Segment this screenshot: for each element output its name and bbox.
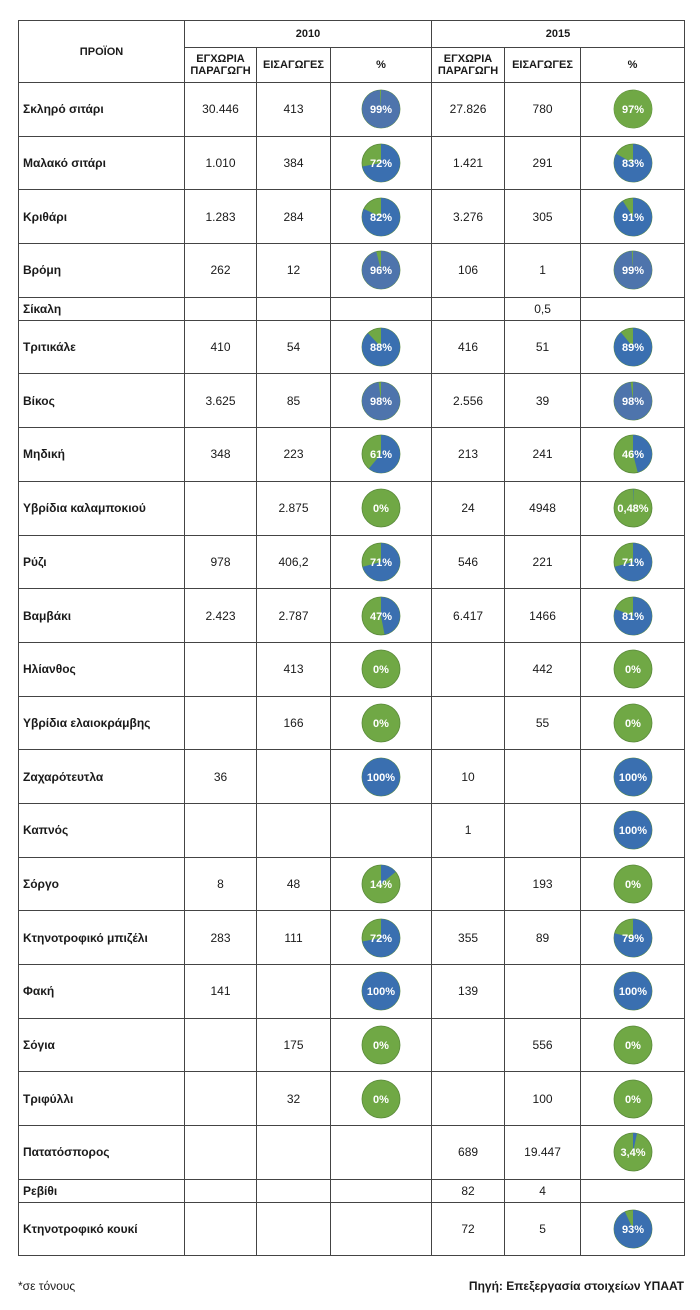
pie-label: 46%: [621, 449, 644, 462]
product-name: Υβρίδια καλαμποκιού: [19, 481, 185, 535]
domestic-2015: 546: [432, 535, 505, 589]
pie-2015-12: [612, 702, 654, 744]
imports-2010: 384: [257, 136, 331, 190]
imports-2010: 2.875: [257, 481, 331, 535]
percent-2015: [581, 1202, 685, 1256]
domestic-2015: 10: [432, 750, 505, 804]
table-row: [19, 965, 685, 1019]
product-name: Καπνός: [19, 803, 185, 857]
imports-2010: 223: [257, 428, 331, 482]
domestic-2015: 72: [432, 1202, 505, 1256]
table-row: [19, 320, 685, 374]
pie-2010-11: [360, 648, 402, 690]
percent-2010: [331, 1072, 432, 1126]
domestic-2015: [432, 1018, 505, 1072]
product-name: Βρόμη: [19, 244, 185, 298]
pie-label: 83%: [621, 158, 644, 171]
domestic-2010: [185, 1018, 257, 1072]
pie-2015-9: [612, 541, 654, 583]
product-name: Σίκαλη: [19, 297, 185, 320]
pie-2010-15: [360, 863, 402, 905]
domestic-2010: 3.625: [185, 374, 257, 428]
percent-2010: [331, 1179, 432, 1202]
pie-label: 47%: [370, 610, 393, 623]
product-name: Κτηνοτροφικό κουκί: [19, 1202, 185, 1256]
pie-2010-19: [360, 1078, 402, 1120]
product-header: ΠΡΟΪΟΝ: [19, 21, 185, 83]
pie-label: 0%: [373, 717, 389, 730]
domestic-2015: 139: [432, 965, 505, 1019]
domestic-2015: 106: [432, 244, 505, 298]
percent-2015: [581, 642, 685, 696]
domestic-2015: 1: [432, 803, 505, 857]
percent-2010: [331, 374, 432, 428]
percent-2015: [581, 535, 685, 589]
pie-2010-13: [360, 756, 402, 798]
domestic-2010: 30.446: [185, 83, 257, 137]
percent-2015: [581, 589, 685, 643]
percent-2010: [331, 1126, 432, 1180]
table-row: [19, 857, 685, 911]
pie-2015-14: [612, 809, 654, 851]
product-name: Ηλίανθος: [19, 642, 185, 696]
table-body: [19, 83, 685, 1256]
percent-2015: [581, 374, 685, 428]
pie-label: 14%: [370, 878, 393, 891]
imports-2015: 4: [505, 1179, 581, 1202]
domestic-2010: [185, 1072, 257, 1126]
domestic-2010: 978: [185, 535, 257, 589]
percent-2010: [331, 136, 432, 190]
imports-2015: 556: [505, 1018, 581, 1072]
percent-2015: [581, 696, 685, 750]
imports-2010: [257, 1179, 331, 1202]
product-name: Υβρίδια ελαιοκράμβης: [19, 696, 185, 750]
imports-2010: 175: [257, 1018, 331, 1072]
table-row: [19, 481, 685, 535]
domestic-2015: 355: [432, 911, 505, 965]
domestic-2010: 262: [185, 244, 257, 298]
table-row: [19, 428, 685, 482]
pie-label: 100%: [366, 771, 396, 784]
percent-2015: [581, 1126, 685, 1180]
pie-label: 89%: [621, 342, 644, 355]
domestic-2010: 348: [185, 428, 257, 482]
percent-2010: [331, 320, 432, 374]
pie-2015-19: [612, 1078, 654, 1120]
pie-2015-10: [612, 595, 654, 637]
pie-label: 99%: [370, 104, 393, 117]
pie-label: 91%: [621, 211, 644, 224]
imports-2015: 55: [505, 696, 581, 750]
table-row: [19, 803, 685, 857]
table-row: [19, 1202, 685, 1256]
pie-2010-6: [360, 380, 402, 422]
table-row: [19, 374, 685, 428]
pie-label: 3,4%: [620, 1147, 646, 1160]
pie-2015-17: [612, 970, 654, 1012]
pie-2015-6: [612, 380, 654, 422]
imports-2015: 51: [505, 320, 581, 374]
domestic-2010: [185, 1126, 257, 1180]
domestic-2010: [185, 481, 257, 535]
pie-label: 100%: [618, 771, 647, 784]
pie-2010-1: [360, 142, 402, 184]
imports-2015: 4948: [505, 481, 581, 535]
percent-2015: [581, 1179, 685, 1202]
percent-2010: [331, 750, 432, 804]
domestic-2010: [185, 696, 257, 750]
percent-2010: [331, 1202, 432, 1256]
table-row: [19, 911, 685, 965]
percent-2010: [331, 83, 432, 137]
percent-header-2015: %: [581, 48, 685, 83]
product-name: Βαμβάκι: [19, 589, 185, 643]
domestic-2010: [185, 642, 257, 696]
percent-2010: [331, 297, 432, 320]
domestic-2010: [185, 803, 257, 857]
imports-2010: 413: [257, 642, 331, 696]
table-row: [19, 642, 685, 696]
product-name: Τριτικάλε: [19, 320, 185, 374]
imports-2015: 0,5: [505, 297, 581, 320]
imports-2015: 780: [505, 83, 581, 137]
percent-2015: [581, 244, 685, 298]
imports-2010: [257, 1126, 331, 1180]
imports-2015: 305: [505, 190, 581, 244]
domestic-2015: 689: [432, 1126, 505, 1180]
pie-label: 98%: [621, 395, 644, 408]
imports-2015: 221: [505, 535, 581, 589]
imports-2015: 39: [505, 374, 581, 428]
table-row: [19, 589, 685, 643]
percent-2010: [331, 1018, 432, 1072]
imports-2015: 291: [505, 136, 581, 190]
pie-label: 0%: [624, 1040, 641, 1053]
imports-2015: 89: [505, 911, 581, 965]
production-imports-table: [18, 20, 685, 1256]
percent-2010: [331, 857, 432, 911]
domestic-2010: 283: [185, 911, 257, 965]
imports-2010: 406,2: [257, 535, 331, 589]
percent-2015: [581, 297, 685, 320]
pie-2010-9: [360, 541, 402, 583]
imports-2015: 1: [505, 244, 581, 298]
imports-2010: 2.787: [257, 589, 331, 643]
pie-2010-3: [360, 249, 402, 291]
pie-2010-10: [360, 595, 402, 637]
percent-header-2010: %: [331, 48, 432, 83]
year-header-2015: 2015: [432, 21, 685, 48]
table-row: [19, 750, 685, 804]
domestic-2015: 2.556: [432, 374, 505, 428]
product-name: Σκληρό σιτάρι: [19, 83, 185, 137]
pie-2010-8: [360, 487, 402, 529]
imports-2015: [505, 803, 581, 857]
pie-2010-18: [360, 1024, 402, 1066]
pie-label: 96%: [370, 265, 393, 278]
percent-2015: [581, 750, 685, 804]
product-name: Φακή: [19, 965, 185, 1019]
product-name: Κτηνοτροφικό μπιζέλι: [19, 911, 185, 965]
product-name: Τριφύλλι: [19, 1072, 185, 1126]
percent-2015: [581, 190, 685, 244]
year-header-2010: 2010: [185, 21, 432, 48]
pie-2015-22: [612, 1208, 654, 1250]
imports-2015: 1466: [505, 589, 581, 643]
product-name: Ζαχαρότευτλα: [19, 750, 185, 804]
pie-label: 0%: [373, 664, 389, 677]
pie-2015-5: [612, 326, 654, 368]
pie-label: 0%: [373, 1040, 389, 1053]
pie-2015-7: [612, 433, 654, 475]
imports-2010: [257, 965, 331, 1019]
product-name: Μαλακό σιτάρι: [19, 136, 185, 190]
pie-2010-2: [360, 196, 402, 238]
imports-2010: 284: [257, 190, 331, 244]
imports-2010: 413: [257, 83, 331, 137]
imports-2010: 166: [257, 696, 331, 750]
pie-2015-1: [612, 142, 654, 184]
percent-2015: [581, 803, 685, 857]
pie-label: 82%: [370, 211, 393, 224]
domestic-header-2010: ΕΓΧΩΡΙΑ ΠΑΡΑΓΩΓΗ: [185, 48, 257, 83]
imports-2015: 193: [505, 857, 581, 911]
table-row: [19, 244, 685, 298]
domestic-2010: 410: [185, 320, 257, 374]
source-note: Πηγή: Επεξεργασία στοιχείων ΥΠΑΑΤ: [468, 1279, 684, 1293]
pie-2010-5: [360, 326, 402, 368]
percent-2015: [581, 428, 685, 482]
percent-2015: [581, 1018, 685, 1072]
imports-2015: 241: [505, 428, 581, 482]
pie-label: 71%: [370, 556, 393, 569]
pie-label: 72%: [370, 932, 393, 945]
product-name: Ρύζι: [19, 535, 185, 589]
pie-label: 0%: [624, 878, 641, 891]
pie-2015-15: [612, 863, 654, 905]
domestic-2010: 2.423: [185, 589, 257, 643]
pie-label: 100%: [618, 986, 647, 999]
percent-2015: [581, 481, 685, 535]
percent-2010: [331, 911, 432, 965]
table-row: [19, 1126, 685, 1180]
imports-2015: 19.447: [505, 1126, 581, 1180]
imports-2010: 54: [257, 320, 331, 374]
pie-label: 61%: [370, 449, 393, 462]
percent-2015: [581, 1072, 685, 1126]
percent-2010: [331, 642, 432, 696]
domestic-2015: [432, 1072, 505, 1126]
pie-2015-2: [612, 196, 654, 238]
imports-2015: 100: [505, 1072, 581, 1126]
domestic-2010: [185, 1202, 257, 1256]
pie-label: 99%: [621, 265, 644, 278]
pie-2015-18: [612, 1024, 654, 1066]
imports-2015: [505, 750, 581, 804]
percent-2010: [331, 965, 432, 1019]
product-name: Βίκος: [19, 374, 185, 428]
domestic-2010: 1.010: [185, 136, 257, 190]
domestic-2015: 6.417: [432, 589, 505, 643]
domestic-2010: [185, 297, 257, 320]
domestic-2015: 24: [432, 481, 505, 535]
domestic-2010: 8: [185, 857, 257, 911]
pie-label: 79%: [621, 932, 644, 945]
pie-2010-16: [360, 917, 402, 959]
domestic-2010: [185, 1179, 257, 1202]
pie-label: 71%: [621, 556, 644, 569]
pie-label: 0%: [373, 1093, 389, 1106]
pie-2010-0: [360, 88, 402, 130]
pie-label: 97%: [621, 104, 644, 117]
imports-2015: 442: [505, 642, 581, 696]
percent-2015: [581, 857, 685, 911]
percent-2010: [331, 190, 432, 244]
pie-2015-8: [612, 487, 654, 529]
imports-2010: 32: [257, 1072, 331, 1126]
pie-2015-20: [612, 1131, 654, 1173]
percent-2010: [331, 803, 432, 857]
table-row: [19, 1072, 685, 1126]
pie-label: 93%: [621, 1224, 644, 1237]
imports-2010: [257, 1202, 331, 1256]
percent-2015: [581, 911, 685, 965]
percent-2010: [331, 696, 432, 750]
table-row: [19, 190, 685, 244]
domestic-2010: 141: [185, 965, 257, 1019]
pie-label: 88%: [370, 342, 393, 355]
table-row: [19, 297, 685, 320]
pie-2010-17: [360, 970, 402, 1012]
domestic-2015: 27.826: [432, 83, 505, 137]
domestic-2015: [432, 297, 505, 320]
pie-2015-3: [612, 249, 654, 291]
units-note: *σε τόνους: [18, 1279, 76, 1293]
pie-label: 72%: [370, 158, 393, 171]
imports-2010: 85: [257, 374, 331, 428]
domestic-2015: 213: [432, 428, 505, 482]
table-row: [19, 696, 685, 750]
percent-2010: [331, 535, 432, 589]
domestic-2010: 1.283: [185, 190, 257, 244]
imports-2015: 5: [505, 1202, 581, 1256]
imports-2015: [505, 965, 581, 1019]
domestic-2010: 36: [185, 750, 257, 804]
pie-2015-11: [612, 648, 654, 690]
product-name: Μηδική: [19, 428, 185, 482]
table-row: [19, 136, 685, 190]
domestic-2015: 82: [432, 1179, 505, 1202]
pie-2015-13: [612, 756, 654, 798]
imports-header-2015: ΕΙΣΑΓΩΓΕΣ: [505, 48, 581, 83]
product-name: Ρεβίθι: [19, 1179, 185, 1202]
imports-2010: 48: [257, 857, 331, 911]
product-name: Κριθάρι: [19, 190, 185, 244]
pie-2015-16: [612, 917, 654, 959]
pie-label: 100%: [618, 825, 647, 838]
imports-2010: [257, 297, 331, 320]
product-name: Σόργο: [19, 857, 185, 911]
domestic-header-2015: ΕΓΧΩΡΙΑ ΠΑΡΑΓΩΓΗ: [432, 48, 505, 83]
pie-label: 0%: [373, 503, 389, 516]
pie-2010-12: [360, 702, 402, 744]
pie-label: 0%: [624, 664, 641, 677]
domestic-2015: 3.276: [432, 190, 505, 244]
table-row: [19, 1179, 685, 1202]
imports-2010: [257, 750, 331, 804]
percent-2015: [581, 965, 685, 1019]
pie-label: 100%: [366, 986, 396, 999]
table-row: [19, 1018, 685, 1072]
domestic-2015: [432, 696, 505, 750]
pie-label: 0%: [624, 1093, 641, 1106]
domestic-2015: [432, 857, 505, 911]
domestic-2015: 1.421: [432, 136, 505, 190]
imports-2010: 111: [257, 911, 331, 965]
domestic-2015: [432, 642, 505, 696]
product-name: Πατατόσπορος: [19, 1126, 185, 1180]
pie-2010-7: [360, 433, 402, 475]
percent-2015: [581, 136, 685, 190]
pie-2015-0: [612, 88, 654, 130]
pie-label: 0%: [624, 717, 641, 730]
domestic-2015: 416: [432, 320, 505, 374]
pie-label: 98%: [370, 395, 393, 408]
product-name: Σόγια: [19, 1018, 185, 1072]
percent-2010: [331, 244, 432, 298]
percent-2010: [331, 428, 432, 482]
imports-2010: 12: [257, 244, 331, 298]
percent-2015: [581, 83, 685, 137]
percent-2010: [331, 481, 432, 535]
percent-2010: [331, 589, 432, 643]
imports-header-2010: ΕΙΣΑΓΩΓΕΣ: [257, 48, 331, 83]
table-row: [19, 535, 685, 589]
table-row: [19, 83, 685, 137]
imports-2010: [257, 803, 331, 857]
percent-2015: [581, 320, 685, 374]
pie-label: 81%: [621, 610, 644, 623]
pie-label: 0,48%: [616, 503, 649, 516]
